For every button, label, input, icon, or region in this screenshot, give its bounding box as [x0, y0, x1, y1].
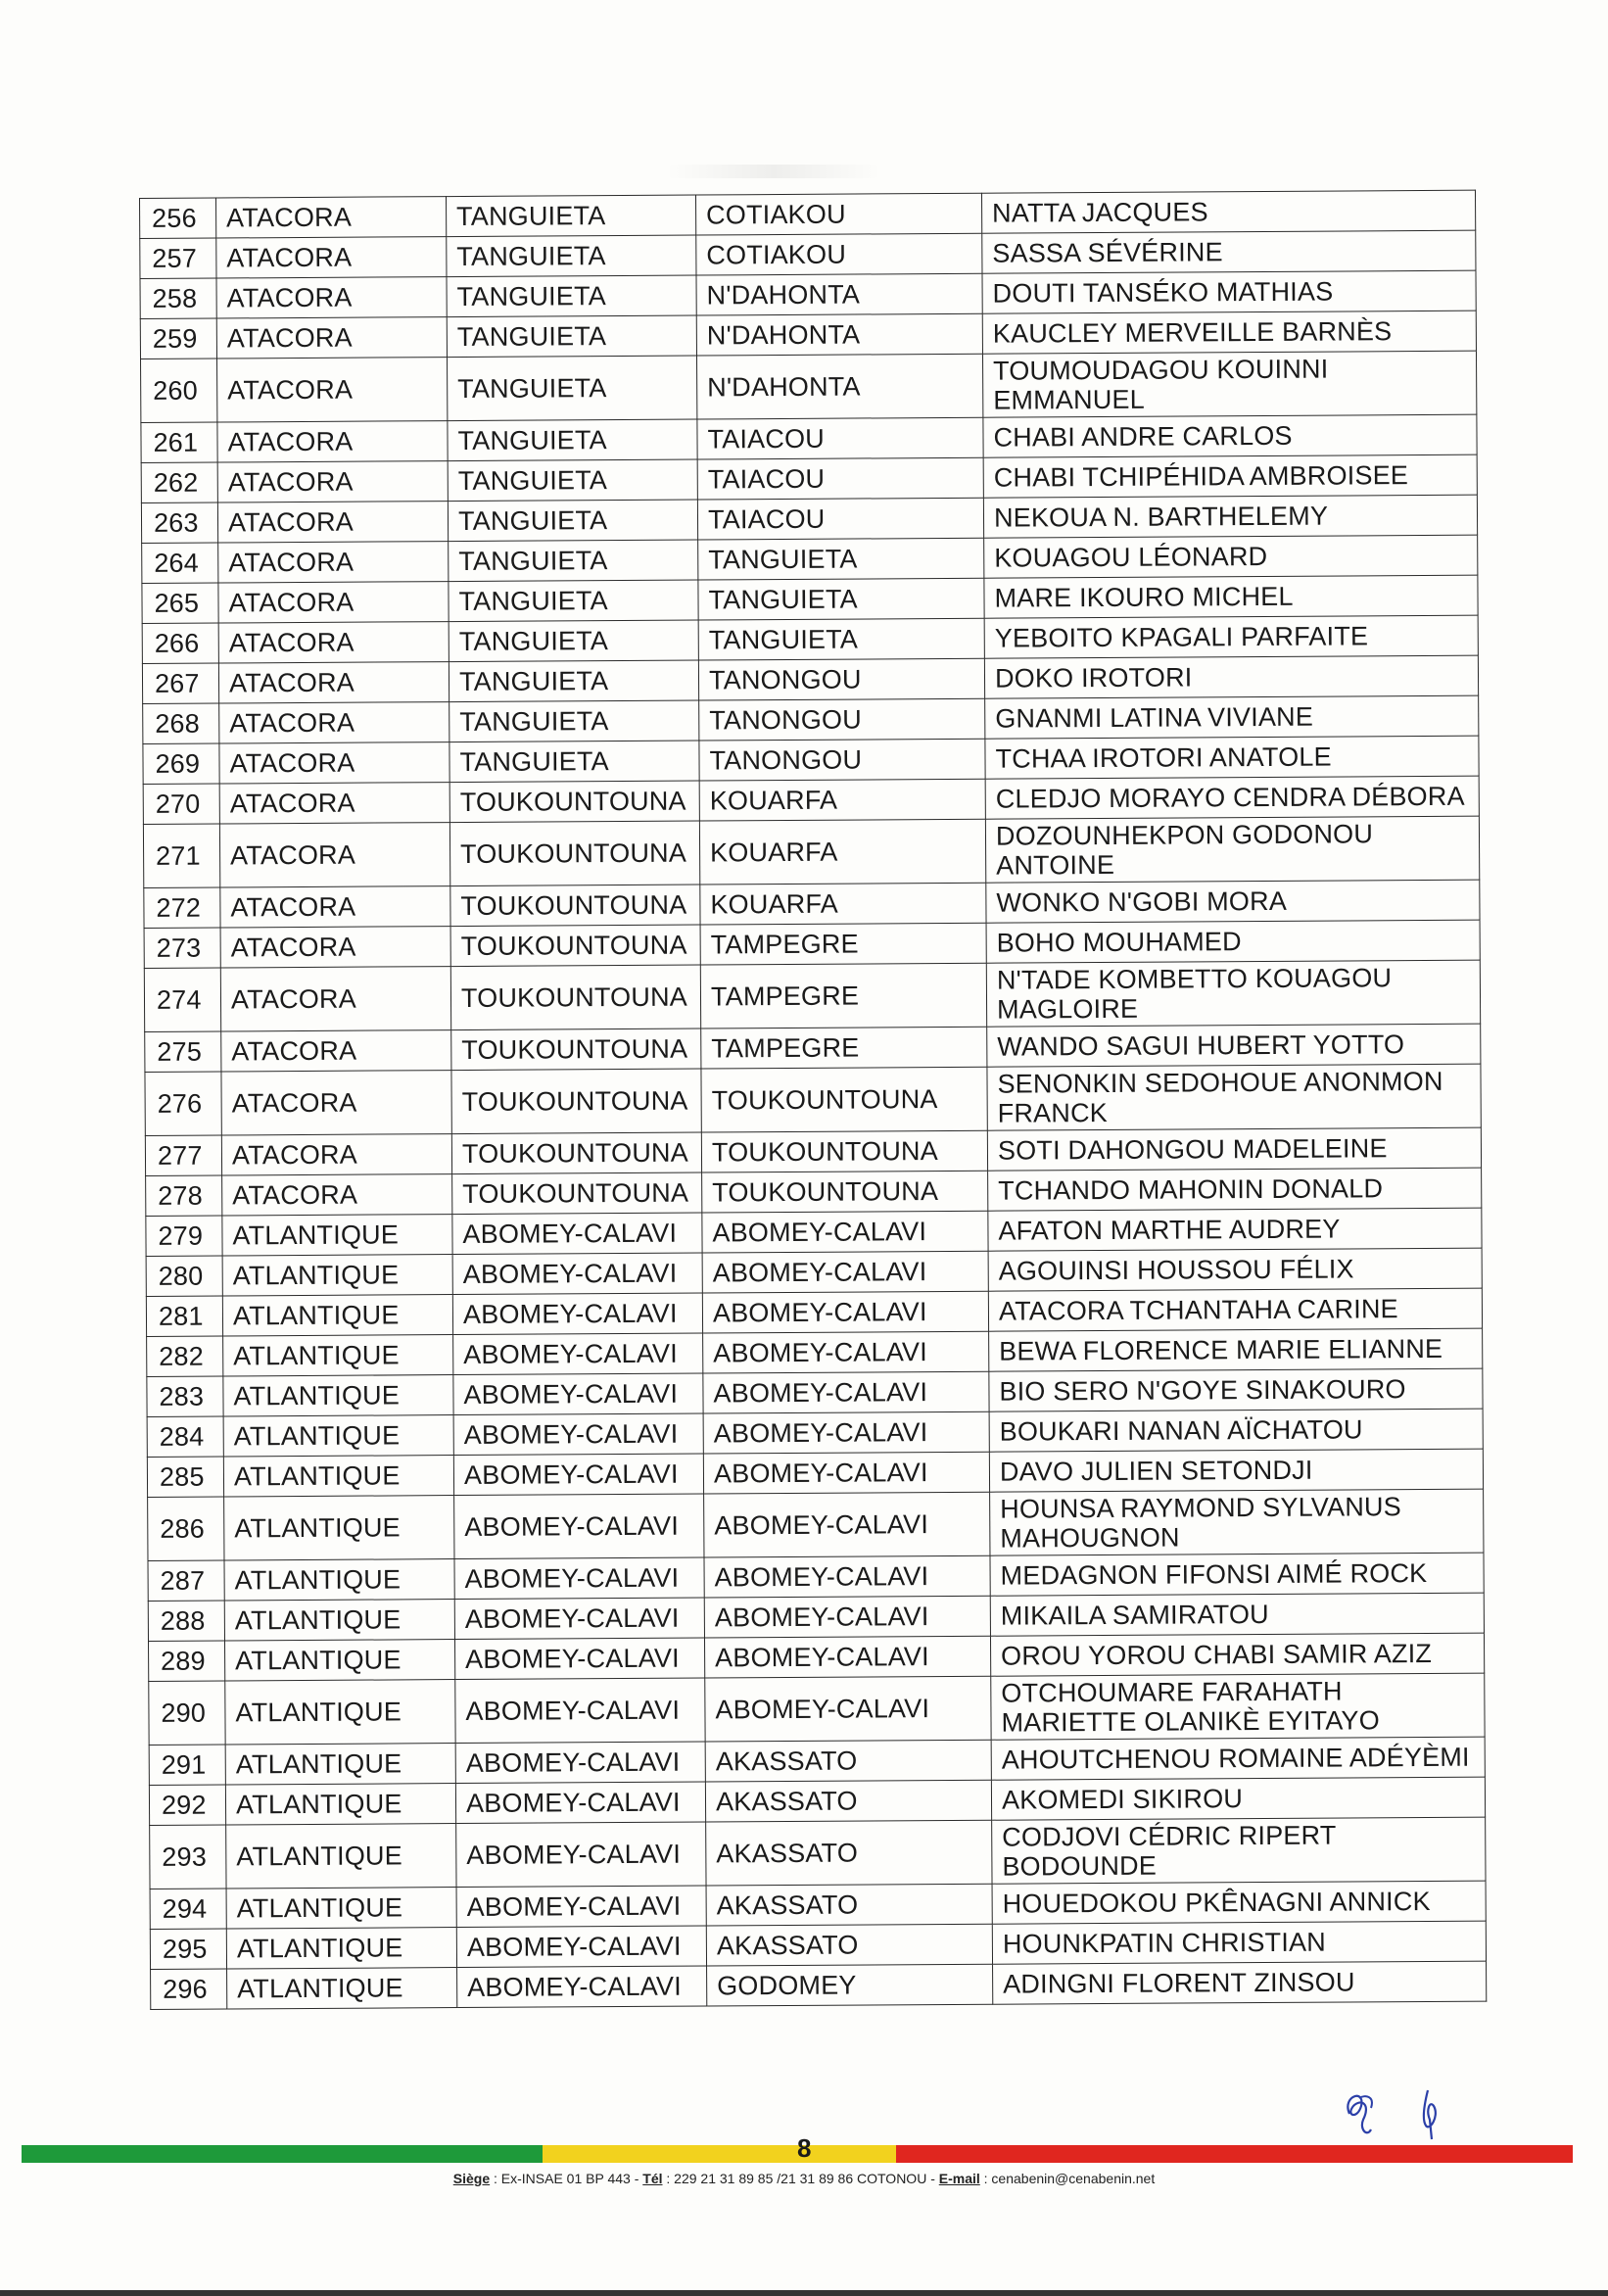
name-cell: AKOMEDI SIKIROU [991, 1777, 1485, 1820]
row-number-cell: 273 [144, 928, 220, 968]
department-cell: ATLANTIQUE [225, 1784, 455, 1825]
name-cell: NATTA JACQUES [981, 190, 1475, 233]
department-cell: ATLANTIQUE [224, 1496, 454, 1560]
row-number-cell: 280 [146, 1256, 222, 1296]
row-number-cell: 287 [148, 1560, 224, 1601]
department-cell: ATACORA [216, 237, 447, 278]
name-cell: KOUAGOU LÉONARD [984, 535, 1478, 578]
commune-cell: TANGUIETA [446, 195, 695, 237]
name-cell: HOUNSA RAYMOND SYLVANUS MAHOUGNON [990, 1489, 1484, 1555]
name-cell: BOHO MOUHAMED [986, 920, 1480, 963]
department-cell: ATACORA [216, 317, 447, 359]
name-cell: KAUCLEY MERVEILLE BARNÈS [982, 311, 1476, 354]
row-number-cell: 285 [147, 1457, 223, 1497]
department-cell: ATACORA [217, 502, 448, 543]
commune-cell: TANGUIETA [449, 660, 698, 702]
table-row [148, 1489, 1484, 1560]
commune-cell: TOUKOUNTOUNA [452, 1172, 702, 1215]
table-row [141, 351, 1477, 422]
commune-cell: ABOMEY-CALAVI [453, 1333, 703, 1375]
department-cell: ATACORA [219, 783, 449, 824]
name-cell: DOUTI TANSÉKO MATHIAS [982, 270, 1476, 313]
commune-cell: ABOMEY-CALAVI [457, 1966, 707, 2008]
name-cell: DAVO JULIEN SETONDJI [989, 1449, 1483, 1492]
department-cell: ATACORA [217, 358, 448, 422]
name-cell: SOTI DAHONGOU MADELEINE [987, 1127, 1481, 1171]
arrondissement-cell: AKASSATO [706, 1924, 992, 1966]
commune-cell: TANGUIETA [448, 500, 697, 542]
name-cell: HOUEDOKOU PKÊNAGNI ANNICK [992, 1881, 1486, 1924]
row-number-cell: 283 [147, 1376, 223, 1416]
department-cell: ATLANTIQUE [226, 1888, 456, 1929]
commune-cell: TANGUIETA [449, 620, 698, 662]
department-cell: ATLANTIQUE [222, 1295, 452, 1336]
footer-tel-text: : 229 21 31 89 85 /21 31 89 86 COTONOU - [662, 2171, 939, 2186]
row-number-cell: 259 [140, 318, 216, 359]
commune-cell: TANGUIETA [447, 235, 696, 277]
row-number-cell: 272 [144, 887, 220, 928]
name-cell: BEWA FLORENCE MARIE ELIANNE [989, 1328, 1483, 1371]
arrondissement-cell: ABOMEY-CALAVI [703, 1331, 989, 1373]
arrondissement-cell: TAIACOU [697, 457, 983, 500]
row-number-cell: 256 [140, 198, 216, 238]
row-number-cell: 290 [149, 1681, 225, 1745]
arrondissement-cell: KOUARFA [699, 819, 985, 885]
arrondissement-cell: ABOMEY-CALAVI [703, 1371, 989, 1413]
arrondissement-cell: ABOMEY-CALAVI [703, 1452, 989, 1494]
footer-contact [0, 2171, 1608, 2186]
name-cell: TOUMOUDAGOU KOUINNI EMMANUEL [982, 351, 1476, 417]
table-row [145, 1064, 1481, 1135]
department-cell: ATLANTIQUE [225, 1680, 455, 1745]
name-cell: OTCHOUMARE FARAHATH MARIETTE OLANIKÈ EYITAYO [991, 1673, 1485, 1740]
commune-cell: TOUKOUNTOUNA [450, 885, 700, 927]
name-cell: CHABI ANDRE CARLOS [983, 414, 1477, 457]
row-number-cell: 266 [142, 623, 218, 663]
commune-cell: ABOMEY-CALAVI [454, 1598, 704, 1640]
name-cell: CHABI TCHIPÉHIDA AMBROISEE [983, 454, 1477, 498]
name-cell: BOUKARI NANAN AÏCHATOU [989, 1409, 1483, 1452]
row-number-cell: 281 [146, 1296, 222, 1336]
arrondissement-cell: ABOMEY-CALAVI [702, 1251, 988, 1293]
name-cell: WONKO N'GOBI MORA [986, 880, 1480, 923]
arrondissement-cell: TAMPEGRE [700, 963, 986, 1028]
commune-cell: TANGUIETA [448, 459, 697, 502]
name-cell: AHOUTCHENOU ROMAINE ADÉYÈMI [991, 1737, 1485, 1780]
row-number-cell: 269 [143, 743, 219, 784]
department-cell: ATLANTIQUE [222, 1255, 452, 1296]
row-number-cell: 293 [150, 1825, 226, 1889]
arrondissement-cell: TANGUIETA [698, 578, 984, 620]
name-cell: DOZOUNHEKPON GODONOU ANTOINE [985, 816, 1479, 883]
arrondissement-cell: TANONGOU [698, 658, 984, 700]
row-number-cell: 265 [142, 583, 218, 623]
arrondissement-cell: AKASSATO [706, 1884, 992, 1926]
row-number-cell: 295 [150, 1929, 226, 1969]
department-cell: ATACORA [219, 742, 449, 784]
commune-cell: ABOMEY-CALAVI [453, 1454, 703, 1496]
row-number-cell: 282 [147, 1336, 223, 1376]
commune-cell: TANGUIETA [447, 356, 696, 421]
arrondissement-cell: TANONGOU [699, 698, 985, 741]
handwritten-initials [1332, 2077, 1469, 2145]
arrondissement-cell: ABOMEY-CALAVI [704, 1596, 990, 1638]
arrondissement-cell: COTIAKOU [695, 193, 981, 235]
department-cell: ATACORA [218, 542, 449, 583]
arrondissement-cell: TAIACOU [697, 498, 983, 540]
footer-siege-label: Siège [452, 2171, 491, 2186]
flag-green-segment [22, 2145, 543, 2163]
name-cell: GNANMI LATINA VIVIANE [985, 695, 1479, 739]
name-cell: SENONKIN SEDOHOUE ANONMON FRANCK [987, 1064, 1481, 1130]
name-cell: BIO SERO N'GOYE SINAKOURO [989, 1368, 1483, 1411]
commune-cell: ABOMEY-CALAVI [454, 1638, 704, 1680]
name-cell: TCHAA IROTORI ANATOLE [985, 736, 1479, 779]
name-cell: MIKAILA SAMIRATOU [990, 1593, 1484, 1636]
commune-cell: TANGUIETA [449, 741, 699, 783]
name-cell: CODJOVI CÉDRIC RIPERT BODOUNDE [992, 1817, 1486, 1884]
row-number-cell: 278 [146, 1175, 222, 1216]
department-cell: ATLANTIQUE [223, 1335, 453, 1376]
faint-header-mark [666, 165, 881, 178]
row-number-cell: 289 [149, 1641, 225, 1681]
name-cell: MARE IKOURO MICHEL [984, 575, 1478, 618]
name-cell: AGOUINSI HOUSSOU FÉLIX [988, 1248, 1482, 1291]
table-row [143, 816, 1479, 887]
commune-cell: ABOMEY-CALAVI [456, 1886, 706, 1928]
row-number-cell: 274 [144, 968, 220, 1031]
department-cell: ATACORA [222, 1174, 452, 1216]
arrondissement-cell: N'DAHONTA [696, 354, 982, 419]
arrondissement-cell: ABOMEY-CALAVI [704, 1636, 990, 1678]
arrondissement-cell: KOUARFA [700, 883, 986, 925]
name-cell: DOKO IROTORI [984, 655, 1478, 698]
commune-cell: TANGUIETA [449, 540, 698, 582]
row-number-cell: 264 [142, 543, 218, 583]
department-cell: ATLANTIQUE [222, 1215, 452, 1256]
commune-cell: ABOMEY-CALAVI [454, 1494, 704, 1559]
arrondissement-cell: TOUKOUNTOUNA [701, 1067, 987, 1132]
arrondissement-cell: TAMPEGRE [701, 1027, 987, 1069]
name-cell: ADINGNI FLORENT ZINSOU [993, 1961, 1487, 2004]
commune-cell: ABOMEY-CALAVI [452, 1253, 702, 1295]
flag-red-segment [896, 2145, 1573, 2163]
department-cell: ATACORA [218, 662, 449, 703]
table-row [150, 1817, 1486, 1889]
commune-cell: ABOMEY-CALAVI [455, 1678, 705, 1744]
department-cell: ATLANTIQUE [224, 1600, 454, 1641]
department-cell: ATACORA [216, 197, 447, 238]
commune-cell: TOUKOUNTOUNA [450, 925, 700, 967]
commune-cell: TANGUIETA [448, 419, 697, 461]
commune-cell: TOUKOUNTOUNA [451, 1069, 701, 1134]
arrondissement-cell: AKASSATO [705, 1740, 991, 1782]
name-cell: ATACORA TCHANTAHA CARINE [988, 1288, 1482, 1331]
commune-cell: TOUKOUNTOUNA [449, 821, 699, 886]
footer-email-label: E-mail [938, 2171, 980, 2186]
footer-tel-label: Tél [642, 2171, 663, 2186]
row-number-cell: 261 [141, 422, 217, 462]
row-number-cell: 257 [140, 238, 216, 278]
department-cell: ATLANTIQUE [223, 1456, 453, 1497]
department-cell: ATLANTIQUE [223, 1375, 453, 1416]
name-cell: SASSA SÉVÉRINE [982, 230, 1476, 273]
commune-cell: TANGUIETA [447, 315, 696, 358]
name-cell: MEDAGNON FIFONSI AIMÉ ROCK [990, 1553, 1484, 1596]
department-cell: ATACORA [220, 967, 450, 1031]
name-cell: AFATON MARTHE AUDREY [988, 1208, 1482, 1251]
arrondissement-cell: ABOMEY-CALAVI [704, 1492, 990, 1557]
department-cell: ATLANTIQUE [223, 1415, 453, 1457]
department-cell: ATACORA [219, 823, 449, 887]
row-number-cell: 279 [146, 1216, 222, 1256]
commune-cell: ABOMEY-CALAVI [453, 1373, 703, 1415]
arrondissement-cell: AKASSATO [706, 1820, 992, 1886]
arrondissement-cell: TOUKOUNTOUNA [701, 1130, 987, 1172]
footer-email-text: : cenabenin@cenabenin.net [979, 2171, 1156, 2186]
arrondissement-cell: ABOMEY-CALAVI [702, 1291, 988, 1333]
department-cell: ATACORA [218, 622, 449, 663]
arrondissement-cell: ABOMEY-CALAVI [703, 1411, 989, 1454]
department-cell: ATACORA [219, 702, 449, 743]
department-cell: ATLANTIQUE [226, 1928, 456, 1969]
name-cell: CLEDJO MORAYO CENDRA DÉBORA [985, 776, 1479, 819]
department-cell: ATACORA [221, 1134, 451, 1175]
arrondissement-cell: AKASSATO [705, 1780, 991, 1822]
arrondissement-cell: ABOMEY-CALAVI [702, 1211, 988, 1253]
page-number: 8 [797, 2133, 812, 2163]
department-cell: ATLANTIQUE [226, 1824, 456, 1889]
row-number-cell: 258 [140, 278, 216, 318]
arrondissement-cell: TANONGOU [699, 739, 985, 781]
roster-table-body [140, 190, 1487, 2009]
department-cell: ATACORA [220, 927, 450, 968]
commune-cell: ABOMEY-CALAVI [456, 1822, 706, 1888]
arrondissement-cell: COTIAKOU [696, 233, 982, 275]
row-number-cell: 292 [149, 1785, 225, 1825]
footer-siege-text: : Ex-INSAE 01 BP 443 - [490, 2171, 643, 2186]
department-cell: ATACORA [217, 461, 448, 502]
department-cell: ATLANTIQUE [224, 1640, 454, 1681]
commune-cell: ABOMEY-CALAVI [452, 1213, 702, 1255]
row-number-cell: 284 [147, 1416, 223, 1457]
department-cell: ATLANTIQUE [225, 1744, 455, 1785]
commune-cell: TANGUIETA [447, 275, 696, 317]
department-cell: ATACORA [220, 886, 450, 928]
name-cell: OROU YOROU CHABI SAMIR AZIZ [990, 1633, 1484, 1676]
arrondissement-cell: ABOMEY-CALAVI [704, 1555, 990, 1598]
name-cell: YEBOITO KPAGALI PARFAITE [984, 615, 1478, 658]
row-number-cell: 271 [143, 824, 219, 887]
table-row [144, 960, 1480, 1031]
commune-cell: ABOMEY-CALAVI [455, 1782, 705, 1824]
commune-cell: TANGUIETA [449, 580, 698, 622]
row-number-cell: 276 [145, 1072, 221, 1135]
commune-cell: TOUKOUNTOUNA [449, 781, 699, 823]
row-number-cell: 291 [149, 1745, 225, 1785]
table-row [151, 1961, 1487, 2009]
table-row [149, 1673, 1485, 1745]
arrondissement-cell: TAIACOU [697, 417, 983, 459]
department-cell: ATACORA [221, 1030, 451, 1072]
name-cell: WANDO SAGUI HUBERT YOTTO [987, 1024, 1481, 1067]
arrondissement-cell: TOUKOUNTOUNA [702, 1171, 988, 1213]
scan-bottom-edge [0, 2290, 1608, 2296]
department-cell: ATACORA [216, 277, 447, 318]
name-cell: NEKOUA N. BARTHELEMY [983, 495, 1477, 538]
row-number-cell: 268 [143, 703, 219, 743]
row-number-cell: 260 [141, 359, 217, 422]
arrondissement-cell: N'DAHONTA [696, 273, 982, 315]
arrondissement-cell: KOUARFA [699, 779, 985, 821]
row-number-cell: 286 [148, 1497, 224, 1560]
name-cell: N'TADE KOMBETTO KOUAGOU MAGLOIRE [986, 960, 1480, 1027]
department-cell: ATACORA [221, 1071, 451, 1135]
row-number-cell: 288 [148, 1601, 224, 1641]
arrondissement-cell: ABOMEY-CALAVI [705, 1676, 991, 1742]
commune-cell: ABOMEY-CALAVI [452, 1293, 702, 1335]
commune-cell: TANGUIETA [449, 700, 699, 742]
arrondissement-cell: TAMPEGRE [700, 923, 986, 965]
row-number-cell: 267 [142, 663, 218, 703]
row-number-cell: 263 [141, 502, 217, 543]
department-cell: ATACORA [217, 421, 448, 462]
commune-cell: ABOMEY-CALAVI [456, 1926, 706, 1968]
commune-cell: ABOMEY-CALAVI [453, 1413, 703, 1456]
commune-cell: ABOMEY-CALAVI [455, 1742, 705, 1784]
arrondissement-cell: TANGUIETA [698, 538, 984, 580]
row-number-cell: 275 [145, 1031, 221, 1072]
department-cell: ATLANTIQUE [227, 1968, 457, 2009]
flag-yellow-segment [543, 2145, 896, 2163]
row-number-cell: 262 [141, 462, 217, 502]
commune-cell: TOUKOUNTOUNA [451, 1132, 701, 1174]
arrondissement-cell: TANGUIETA [698, 618, 984, 660]
name-cell: HOUNKPATIN CHRISTIAN [992, 1921, 1486, 1964]
commune-cell: TOUKOUNTOUNA [451, 1028, 701, 1071]
roster-table [139, 190, 1487, 2010]
commune-cell: TOUKOUNTOUNA [450, 965, 700, 1030]
department-cell: ATACORA [218, 582, 449, 623]
commune-cell: ABOMEY-CALAVI [454, 1557, 704, 1600]
row-number-cell: 296 [151, 1969, 227, 2009]
name-cell: TCHANDO MAHONIN DONALD [988, 1168, 1482, 1211]
row-number-cell: 270 [143, 784, 219, 824]
arrondissement-cell: N'DAHONTA [696, 313, 982, 356]
arrondissement-cell: GODOMEY [707, 1964, 993, 2006]
row-number-cell: 294 [150, 1889, 226, 1929]
row-number-cell: 277 [145, 1135, 221, 1175]
department-cell: ATLANTIQUE [224, 1559, 454, 1601]
